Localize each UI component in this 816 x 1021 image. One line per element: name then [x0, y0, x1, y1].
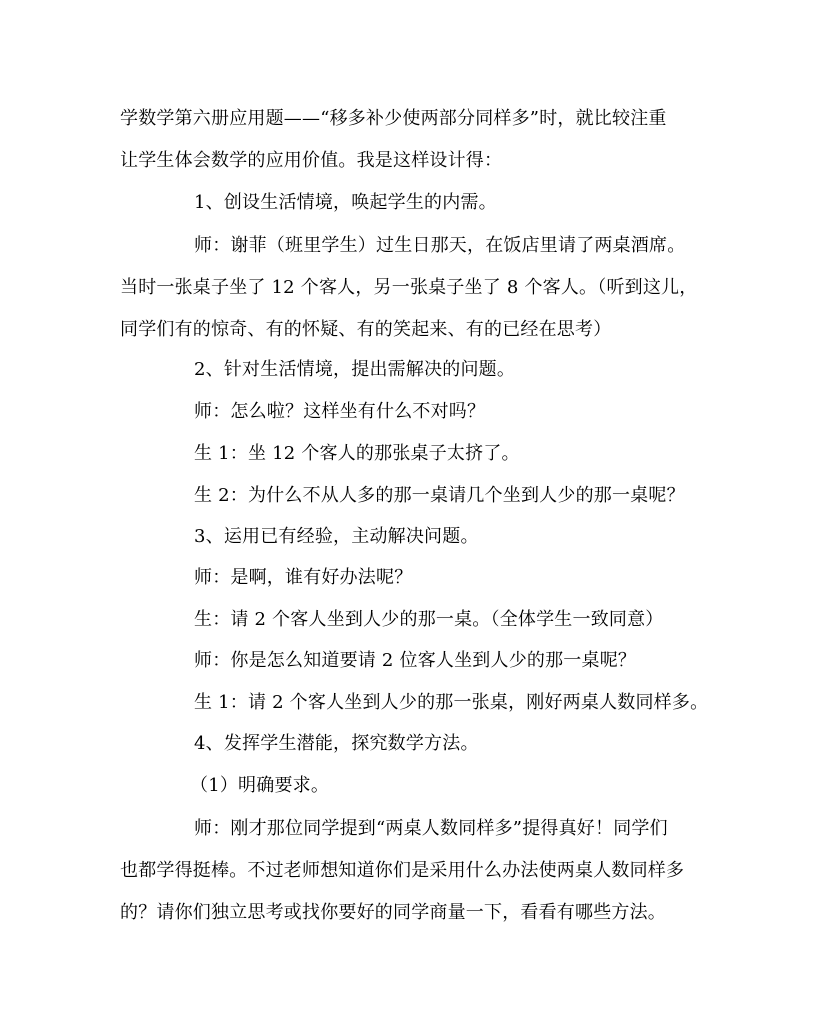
- text-line: 当时一张桌子坐了 12 个客人，另一张桌子坐了 8 个客人。（听到这儿，: [120, 277, 698, 298]
- text-line: 让学生体会数学的应用价值。我是这样设计得：: [120, 150, 503, 171]
- section-heading: 4、发挥学生潜能，探究数学方法。: [194, 733, 479, 754]
- text-line: 师：怎么啦？这样坐有什么不对吗？: [194, 401, 486, 422]
- text-line: 生 1：坐 12 个客人的那张桌子太挤了。: [194, 443, 520, 464]
- text-line: 师：谢菲（班里学生）过生日那天，在饭店里请了两桌酒席。: [194, 235, 686, 256]
- text-line: 师：是啊，谁有好办法呢？: [194, 567, 413, 588]
- section-heading: 2、针对生活情境，提出需解决的问题。: [194, 359, 516, 380]
- text-line: 师：你是怎么知道要请 2 位客人坐到人少的那一桌呢？: [194, 650, 637, 671]
- text-line: 同学们有的惊奇、有的怀疑、有的笑起来、有的已经在思考）: [120, 319, 612, 340]
- text-line: 师：刚才那位同学提到“两桌人数同样多”提得真好！同学们: [194, 818, 668, 839]
- text-line: 的？请你们独立思考或找你要好的同学商量一下，看看有哪些方法。: [120, 902, 666, 923]
- text-line: 生 1：请 2 个客人坐到人少的那一张桌，刚好两桌人数同样多。: [194, 692, 709, 713]
- text-line: 生 2：为什么不从人多的那一桌请几个坐到人少的那一桌呢？: [194, 485, 685, 506]
- text-line: 生：请 2 个客人坐到人少的那一桌。（全体学生一致同意）: [194, 609, 664, 630]
- subsection-heading: （1）明确要求。: [190, 775, 330, 796]
- text-line: 学数学第六册应用题——“移多补少使两部分同样多”时，就比较注重: [120, 108, 667, 129]
- section-heading: 3、运用已有经验，主动解决问题。: [194, 526, 479, 547]
- text-line: 也都学得挺棒。不过老师想知道你们是采用什么办法使两桌人数同样多: [120, 860, 685, 881]
- section-heading: 1、创设生活情境，唤起学生的内需。: [194, 192, 497, 213]
